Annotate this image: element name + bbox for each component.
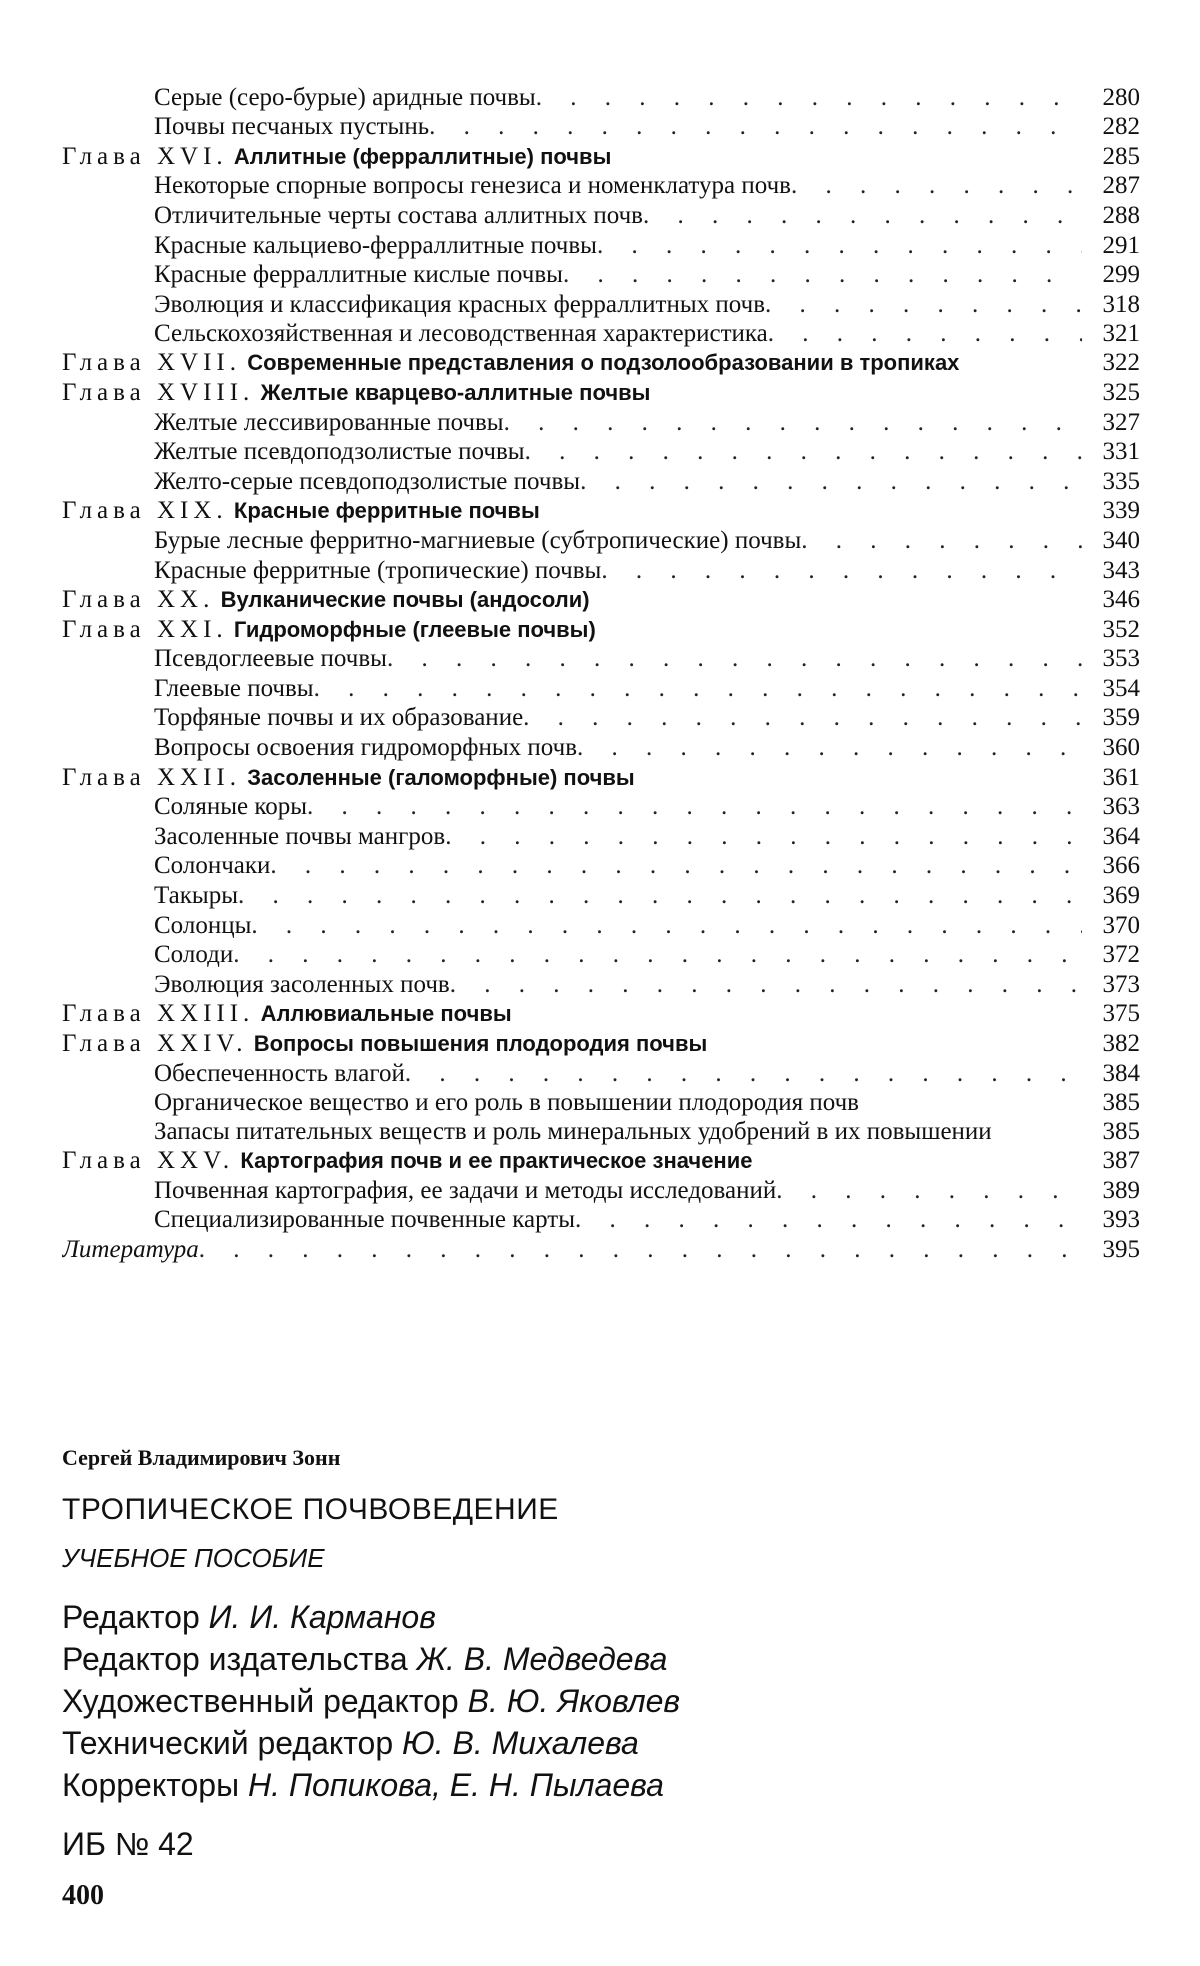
dot-leader <box>525 437 1082 466</box>
chapter-title: Желтые кварцево-аллитные почвы <box>260 379 651 405</box>
toc-page-number: 280 <box>1102 83 1140 111</box>
dot-leader <box>536 83 1082 112</box>
toc-page-number: 373 <box>1102 970 1140 998</box>
toc-entry-row <box>62 792 1140 822</box>
dot-leader <box>504 408 1082 437</box>
dot-leader <box>307 792 1082 821</box>
toc-entry-row <box>62 851 1140 881</box>
dot-leader <box>450 970 1082 999</box>
toc-chapter-heading <box>62 999 512 1028</box>
dot-leader <box>643 201 1082 230</box>
toc-entry-row <box>62 555 1140 585</box>
toc-chapter-row <box>62 348 1140 377</box>
toc-page-number: 335 <box>1102 467 1140 495</box>
toc-section-title: Псевдоглеевые почвы <box>154 645 387 673</box>
toc-entry-row <box>62 1117 1140 1146</box>
dot-leader <box>523 703 1082 732</box>
dot-leader <box>765 290 1082 319</box>
toc-page-number: 387 <box>1102 1147 1140 1175</box>
toc-entry-row <box>62 82 1140 112</box>
toc-page-number: 346 <box>1102 586 1140 614</box>
ib-number: ИБ № 42 <box>62 1826 194 1862</box>
toc-entry-row <box>62 644 1140 674</box>
toc-page-number: 291 <box>1102 231 1140 259</box>
toc-page-number: 331 <box>1102 438 1140 466</box>
chapter-title: Современные представления о подзолообразовании в тропиках <box>247 350 960 376</box>
toc-section-title: Солончаки <box>154 852 271 880</box>
toc-entry-row <box>62 1234 1140 1264</box>
chapter-number: Глава XIX. <box>62 497 228 525</box>
toc-chapter-row <box>62 377 1140 407</box>
chapter-title: Аллитные (ферраллитные) почвы <box>233 143 612 169</box>
toc-entry-row <box>62 969 1140 999</box>
toc-page-number: 287 <box>1102 172 1140 200</box>
toc-page-number: 385 <box>1102 1117 1140 1145</box>
toc-entry-row <box>62 821 1140 851</box>
toc-page-number: 372 <box>1102 941 1140 969</box>
toc-entry-row <box>62 289 1140 319</box>
toc-chapter-row <box>62 999 1140 1029</box>
dot-leader <box>233 940 1082 969</box>
dot-leader <box>801 526 1082 555</box>
toc-section-title: Глеевые почвы <box>154 674 314 702</box>
toc-page-number: 327 <box>1102 408 1140 436</box>
toc-page-number: 340 <box>1102 526 1140 554</box>
toc-section-title: Вопросы освоения гидроморфных почв <box>154 734 578 762</box>
toc-page-number: 385 <box>1102 1088 1140 1116</box>
toc-section-title: Обеспеченность влагой <box>154 1059 405 1087</box>
credit-line: Художественный редактор В. Ю. Яковлев <box>62 1683 681 1719</box>
toc-chapter-heading <box>62 1029 707 1058</box>
toc-entry-row <box>62 230 1140 260</box>
chapter-number: Глава XVI. <box>62 142 228 170</box>
toc-page-number: 393 <box>1102 1206 1140 1234</box>
toc-chapter-heading <box>62 1146 752 1175</box>
toc-section-title: Такыры <box>154 882 238 910</box>
toc-page-number: 389 <box>1102 1176 1140 1204</box>
dot-leader <box>601 556 1082 585</box>
chapter-title: Вулканические почвы (андосоли) <box>220 587 590 613</box>
toc-section-title: Красные ферритные (тропические) почвы <box>154 556 602 584</box>
toc-page-number: 353 <box>1102 645 1140 673</box>
toc-chapter-row <box>62 762 1140 792</box>
toc-page-number: 366 <box>1102 852 1140 880</box>
toc-page-number: 322 <box>1102 349 1140 377</box>
book-subtitle: УЧЕБНОЕ ПОСОБИЕ <box>62 1543 325 1573</box>
toc-page-number: 395 <box>1102 1235 1140 1263</box>
toc-chapter-row <box>62 1146 1140 1176</box>
toc-section-title: Эволюция и классификация красных ферраллитных почв <box>154 290 765 318</box>
toc-page-number: 299 <box>1102 261 1140 289</box>
dot-leader <box>776 1176 1082 1205</box>
chapter-number: Глава XXI. <box>62 615 228 643</box>
toc-entry-row <box>62 112 1140 142</box>
dot-leader <box>597 231 1082 260</box>
dot-leader <box>314 674 1082 703</box>
dot-leader <box>445 822 1082 851</box>
toc-chapter-row <box>62 614 1140 644</box>
credit-line: Редактор И. И. Карманов <box>62 1599 436 1635</box>
toc-section-title: Эволюция засоленных почв <box>154 970 450 998</box>
chapter-number: Глава XX. <box>62 586 215 614</box>
chapter-number: Глава XXIII. <box>62 1000 255 1028</box>
toc-entry-row <box>62 200 1140 230</box>
toc-entry-row <box>62 940 1140 970</box>
dot-leader <box>580 467 1082 496</box>
toc-entry-row <box>62 703 1140 733</box>
toc-page-number: 325 <box>1102 378 1140 406</box>
chapter-title: Вопросы повышения плодородия почвы <box>253 1031 708 1056</box>
toc-page-number: 318 <box>1102 290 1140 318</box>
dot-leader <box>768 319 1082 348</box>
toc-entry-row <box>62 437 1140 467</box>
toc-entry-row <box>62 1175 1140 1205</box>
chapter-number: Глава XXV. <box>62 1147 235 1175</box>
toc-page-number: 369 <box>1102 882 1140 910</box>
toc-section-title: Соляные коры <box>154 793 308 821</box>
toc-entry-row <box>62 1205 1140 1235</box>
dot-leader <box>429 112 1082 141</box>
credits <box>62 1596 1062 1806</box>
toc-page-number: 370 <box>1102 911 1140 939</box>
toc-entry-row <box>62 1088 1140 1117</box>
toc-entry-row <box>62 673 1140 703</box>
toc-page-number: 360 <box>1102 734 1140 762</box>
toc-section-title: Отличительные черты состава аллитных почв <box>154 201 643 229</box>
toc-entry-row <box>62 319 1140 349</box>
book-title: ТРОПИЧЕСКОЕ ПОЧВОВЕДЕНИЕ <box>62 1493 559 1526</box>
chapter-title: Красные ферритные почвы <box>233 498 540 524</box>
toc-section-title: Органическое вещество и его роль в повышении плодородия почв <box>154 1088 859 1116</box>
dot-leader <box>575 1205 1082 1234</box>
toc-section-title: Почвенная картография, ее задачи и методы исследований <box>154 1176 777 1204</box>
dot-leader <box>238 881 1082 910</box>
toc-chapter-heading <box>62 763 635 792</box>
colophon <box>62 1445 1062 1863</box>
toc-page-number: 375 <box>1102 1000 1140 1028</box>
toc-entry-row <box>62 525 1140 555</box>
toc-entry-row <box>62 910 1140 940</box>
toc-page-number: 359 <box>1102 704 1140 732</box>
toc-section-title: Серые (серо-бурые) аридные почвы <box>154 83 536 111</box>
toc-section-title: Солоди <box>154 941 234 969</box>
toc-section-title: Сельскохозяйственная и лесоводственная характеристика <box>154 320 768 348</box>
chapter-number: Глава XXII. <box>62 763 241 791</box>
toc-chapter-heading <box>62 615 596 644</box>
toc-section-title: Некоторые спорные вопросы генезиса и номенклатура почв <box>154 172 791 200</box>
toc-chapter-heading <box>62 585 590 614</box>
chapter-title: Аллювиальные почвы <box>260 1001 512 1027</box>
dot-leader <box>563 260 1082 289</box>
credit-line: Редактор издательства Ж. В. Медведева <box>62 1641 668 1677</box>
page-number: 400 <box>62 1880 104 1911</box>
toc-section-title: Бурые лесные ферритно-магниевые (субтропические) почвы <box>154 526 802 554</box>
chapter-number: Глава XVIII. <box>62 378 255 406</box>
toc-literature-title: Литература <box>62 1235 199 1263</box>
dot-leader <box>577 733 1082 762</box>
toc-entry-row <box>62 466 1140 496</box>
toc-entry-row <box>62 1058 1140 1088</box>
dot-leader <box>270 851 1082 880</box>
credit-line: Технический редактор Ю. В. Михалева <box>62 1725 639 1761</box>
credit-line: Корректоры Н. Попикова, Е. Н. Пылаева <box>62 1767 664 1803</box>
toc-section-title: Запасы питательных веществ и роль минеральных удобрений в их повышении <box>154 1117 992 1145</box>
toc-page-number: 339 <box>1102 497 1140 525</box>
toc-page-number: 288 <box>1102 201 1140 229</box>
toc-entry-row <box>62 732 1140 762</box>
chapter-title: Засоленные (галоморфные) почвы <box>247 764 635 790</box>
toc-page-number: 321 <box>1102 320 1140 348</box>
toc-section-title: Красные кальциево-ферраллитные почвы <box>154 231 597 259</box>
table-of-contents <box>62 82 1140 1264</box>
toc-page-number: 364 <box>1102 822 1140 850</box>
dot-leader <box>387 644 1082 673</box>
toc-page-number: 363 <box>1102 793 1140 821</box>
toc-chapter-heading <box>62 142 611 171</box>
toc-chapter-row <box>62 585 1140 615</box>
toc-chapter-heading <box>62 496 540 525</box>
toc-entry-row <box>62 880 1140 910</box>
toc-section-title: Желтые псевдоподзолистые почвы <box>154 438 525 466</box>
toc-page-number: 352 <box>1102 615 1140 643</box>
toc-page-number: 384 <box>1102 1059 1140 1087</box>
toc-section-title: Желтые лессивированные почвы <box>154 408 504 436</box>
dot-leader <box>405 1059 1082 1088</box>
author-name: Сергей Владимирович Зонн <box>62 1445 341 1470</box>
chapter-title: Картография почв и ее практическое значение <box>240 1148 753 1174</box>
chapter-number: Глава XVII. <box>62 349 241 377</box>
toc-entry-row <box>62 407 1140 437</box>
toc-entry-row <box>62 171 1140 201</box>
toc-page-number: 343 <box>1102 556 1140 584</box>
toc-entry-row <box>62 260 1140 290</box>
toc-page-number: 382 <box>1102 1030 1140 1057</box>
chapter-number: Глава XXIV. <box>62 1030 248 1057</box>
toc-chapter-heading <box>62 348 1082 377</box>
dot-leader <box>791 171 1082 200</box>
toc-section-title: Торфяные почвы и их образование <box>154 704 524 732</box>
dot-leader <box>251 911 1082 940</box>
dot-leader <box>199 1235 1082 1264</box>
toc-chapter-heading <box>62 378 650 407</box>
toc-chapter-row <box>62 141 1140 171</box>
chapter-title: Гидроморфные (глеевые почвы) <box>233 616 596 642</box>
toc-page-number: 285 <box>1102 142 1140 170</box>
toc-section-title: Засоленные почвы мангров <box>154 822 446 850</box>
toc-section-title: Специализированные почвенные карты <box>154 1206 576 1234</box>
toc-section-title: Желто-серые псевдоподзолистые почвы <box>154 467 581 495</box>
toc-section-title: Красные ферраллитные кислые почвы <box>154 261 563 289</box>
toc-chapter-row <box>62 496 1140 526</box>
toc-chapter-row <box>62 1028 1140 1058</box>
toc-page-number: 361 <box>1102 763 1140 791</box>
toc-page-number: 282 <box>1102 113 1140 141</box>
toc-page-number: 354 <box>1102 674 1140 702</box>
toc-section-title: Почвы песчаных пустынь <box>154 113 430 141</box>
toc-section-title: Солонцы <box>154 911 252 939</box>
